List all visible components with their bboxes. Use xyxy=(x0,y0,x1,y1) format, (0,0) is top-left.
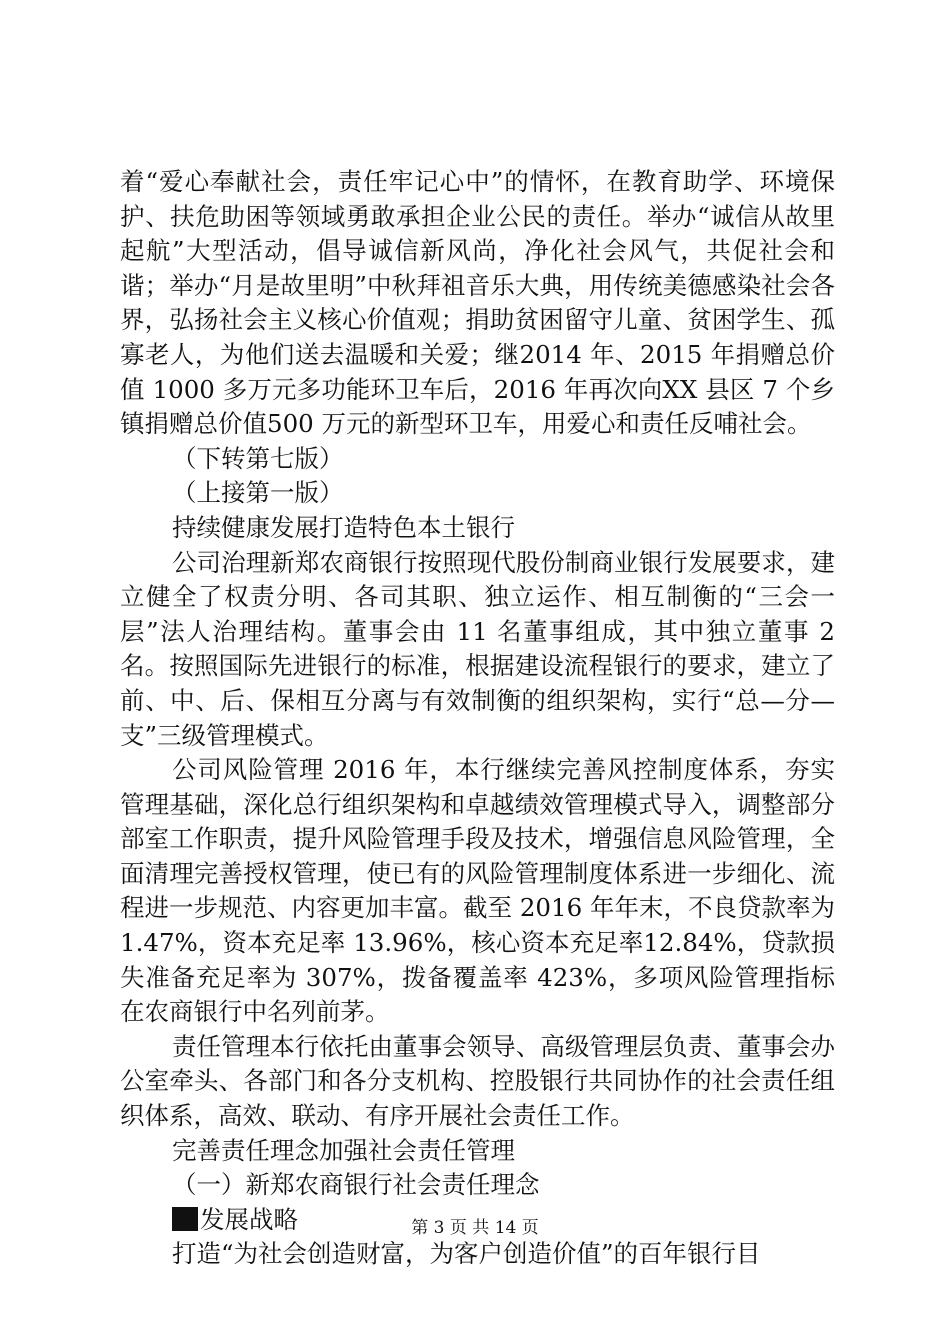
section-heading-responsibility: 完善责任理念加强社会责任管理 xyxy=(172,1135,515,1165)
section-heading-development: 持续健康发展打造特色本土银行 xyxy=(172,512,515,542)
subheading-concept: （一）新郑农商银行社会责任理念 xyxy=(172,1170,540,1200)
bullet-heading-label: 发展战略 xyxy=(200,1204,298,1234)
paragraph-strategy: 打造“为社会创造财富，为客户创造价值”的百年银行目 xyxy=(172,1239,761,1269)
continuation-note: （上接第一版） xyxy=(172,478,344,508)
continued-note: （下转第七版） xyxy=(172,443,344,473)
page-number-footer: 第 3 页 共 14 页 xyxy=(411,1218,539,1238)
paragraph-risk-management: 公司风险管理 2016 年，本行继续完善风控制度体系，夯实管理基础，深化总行组织架构和卓越绩效管理模式导入，调整部分部室工作职责，提升风险管理手段及技术，增强信息风险管理，全面清理完善授权管理，使已有的风险管理制度体系进一步细化、流程进一步规范、内容更加丰富。截至 2016 年年末，不良贷款率为 1.47%，资本充足率 13.96%，核心资本充足率12.84%，贷款损失准备充足率为 307%，拨备覆盖率 423%，多项风险管理指标在农商银行中名列前茅。 xyxy=(120,755,835,1027)
paragraph-responsibility-management: 责任管理本行依托由董事会领导、高级管理层负责、董事会办公室牵头、各部门和各分支机构、控股银行共同协作的社会责任组织体系，高效、联动、有序开展社会责任工作。 xyxy=(120,1031,835,1131)
paragraph-charity: 着“爱心奉献社会，责任牢记心中”的情怀，在教育助学、环境保护、扶危助困等领域勇敢承担企业公民的责任。举办“诚信从故里起航”大型活动，倡导诚信新风尚，净化社会风气，共促社会和谐；举办“月是故里明”中秋拜祖音乐大典，用传统美德感染社会各界，弘扬社会主义核心价值观；捐助贫困留守儿童、贫困学生、孤寡老人，为他们送去温暖和关爱；继2014 年、2015 年捐赠总价值 1000 多万元多功能环卫车后，2016 年再次向XX 县区 7 个乡镇捐赠总价值500 万元的新型环卫车，用爱心和责任反哺社会。 xyxy=(120,167,835,439)
document-body xyxy=(120,165,835,1272)
paragraph-corporate-governance: 公司治理新郑农商银行按照现代股份制商业银行发展要求，建立健全了权责分明、各司其职、独立运作、相互制衡的“三会一层”法人治理结构。董事会由 11 名董事组成，其中独立董事 2 名。按照国际先进银行的标准，根据建设流程银行的要求，建立了前、中、后、保相互分离与有效制衡的组织架构，实行“总—分—支”三级管理模式。 xyxy=(120,547,835,750)
